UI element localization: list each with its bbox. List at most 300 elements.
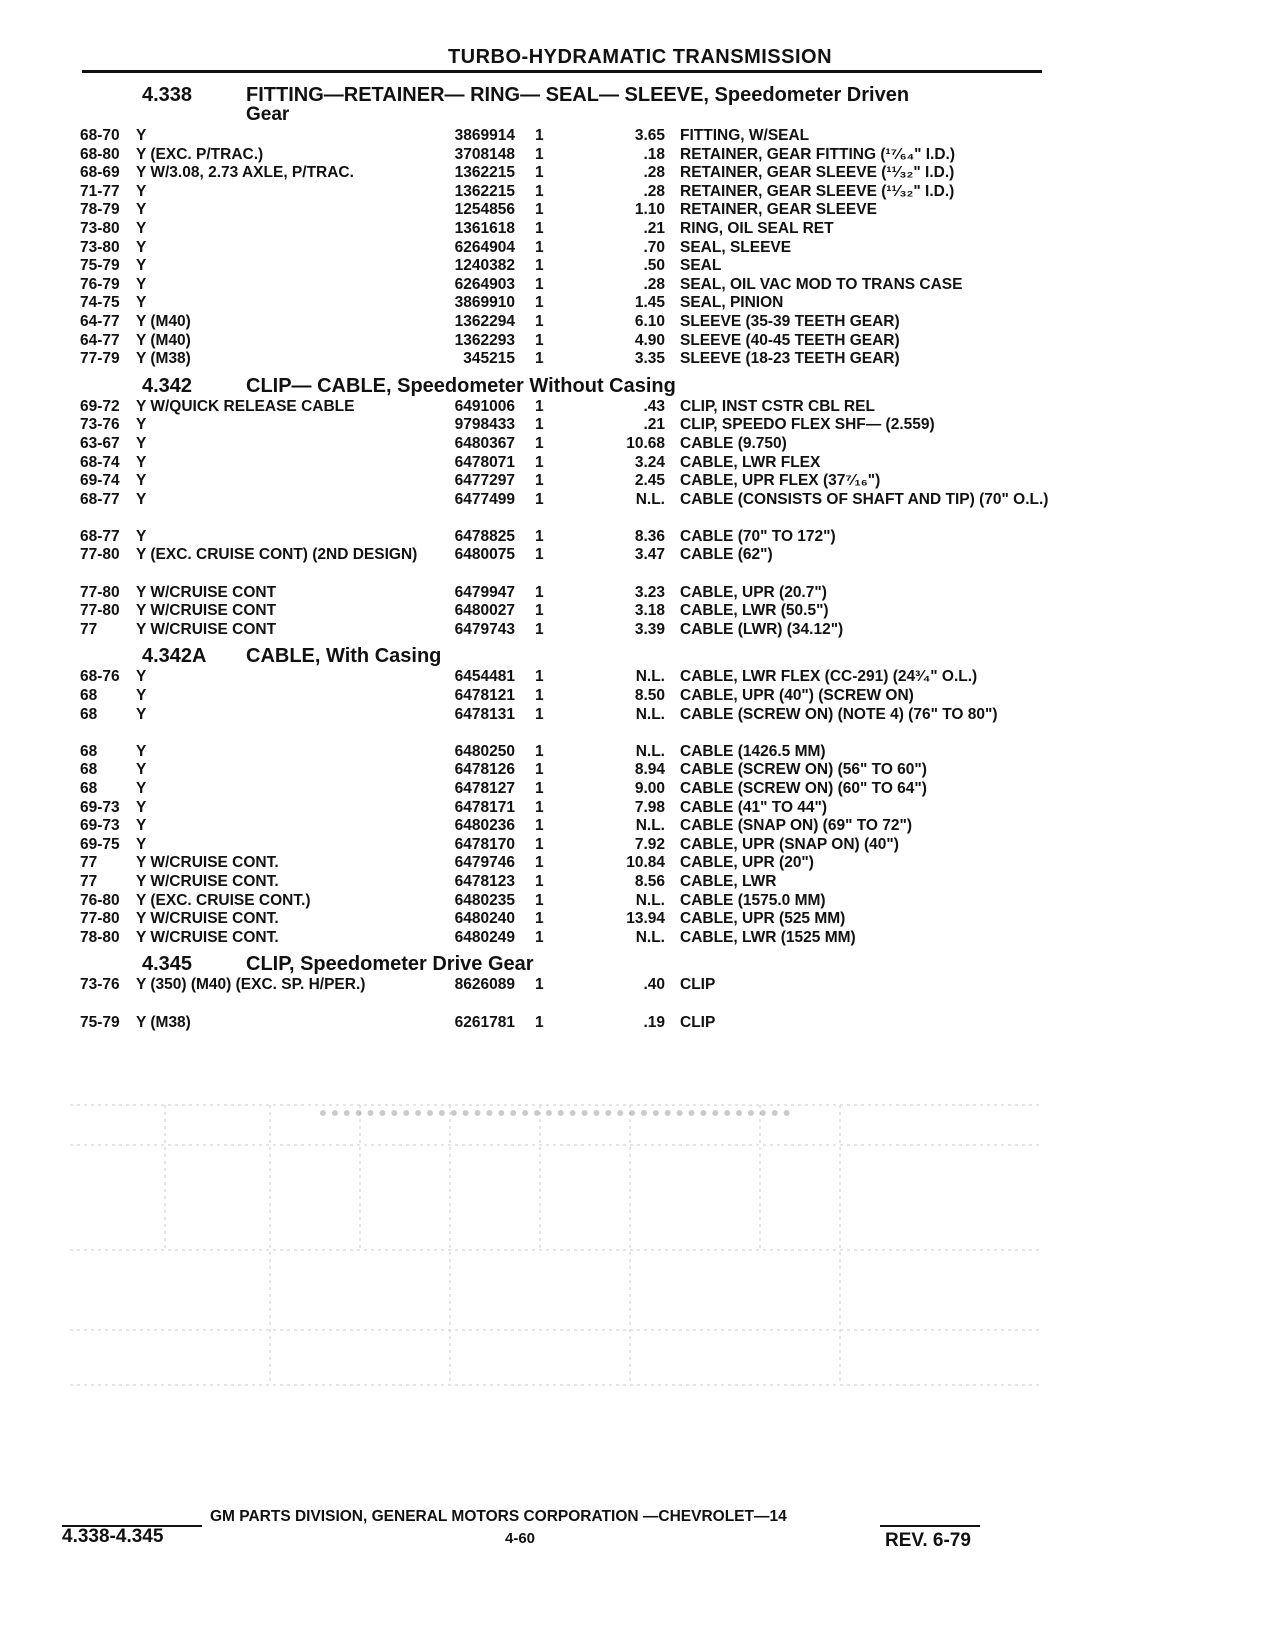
section-heading	[80, 376, 1040, 396]
part-number: 6477297	[454, 472, 515, 490]
part-row	[80, 127, 1040, 146]
part-row	[80, 873, 1040, 892]
application: Y	[136, 219, 147, 237]
title-rule	[82, 70, 1042, 73]
model-years: 68	[80, 780, 98, 797]
application: Y	[136, 275, 147, 293]
footer-rule-right	[880, 1525, 980, 1527]
application: Y	[136, 257, 147, 275]
price: 13.94	[626, 910, 665, 928]
description: CABLE, LWR (1525 MM)	[680, 928, 856, 946]
part-row	[80, 761, 1040, 780]
price: .28	[643, 182, 665, 200]
part-number: 345215	[463, 350, 515, 368]
part-number: 6478121	[454, 687, 515, 705]
part-row	[80, 332, 1040, 351]
quantity: 1	[535, 872, 544, 890]
part-row	[80, 201, 1040, 220]
price: .40	[643, 976, 665, 994]
application: Y	[136, 668, 147, 686]
price: N.L.	[635, 891, 665, 909]
description: CABLE, UPR (525 MM)	[680, 910, 846, 928]
quantity: 1	[535, 668, 544, 686]
part-number: 9798433	[454, 416, 515, 434]
quantity: 1	[535, 546, 544, 564]
page-title: TURBO-HYDRAMATIC TRANSMISSION	[447, 46, 833, 68]
application: Y	[136, 472, 147, 490]
description: CABLE (41" TO 44")	[680, 798, 828, 816]
description: CABLE, UPR (SNAP ON) (40")	[680, 835, 899, 853]
part-number: 8626089	[454, 976, 515, 994]
price: .50	[643, 257, 665, 275]
model-years: 76-80	[80, 891, 120, 909]
section-number: 4.338	[142, 84, 193, 106]
part-number: 6264903	[454, 275, 515, 293]
quantity: 1	[535, 257, 544, 275]
quantity: 1	[535, 397, 544, 415]
quantity: 1	[535, 182, 544, 200]
application: Y (M38)	[136, 350, 191, 368]
model-years: 73-76	[80, 976, 120, 994]
part-number: 6477499	[454, 490, 515, 508]
application: Y (M40)	[136, 331, 191, 349]
part-number: 6261781	[454, 1013, 515, 1031]
description: SLEEVE (35-39 TEETH GEAR)	[680, 312, 900, 330]
part-number: 6264904	[454, 238, 515, 256]
quantity: 1	[535, 201, 544, 219]
quantity: 1	[535, 331, 544, 349]
model-years: 69-73	[80, 798, 120, 816]
price: .43	[643, 397, 665, 415]
description: SEAL, PINION	[680, 294, 784, 312]
description: SEAL, SLEEVE	[680, 238, 792, 256]
part-row	[80, 276, 1040, 295]
quantity: 1	[535, 490, 544, 508]
application: Y (M38)	[136, 1013, 191, 1031]
quantity: 1	[535, 164, 544, 182]
description: CABLE, LWR	[680, 872, 777, 890]
application: Y (M40)	[136, 312, 191, 330]
footer-revision: REV. 6-79	[885, 1530, 971, 1551]
application: Y	[136, 742, 147, 760]
description: CABLE (62")	[680, 546, 773, 564]
part-number: 3869914	[454, 127, 515, 144]
part-number: 6478071	[454, 453, 515, 471]
quantity: 1	[535, 416, 544, 434]
model-years: 68-69	[80, 164, 120, 182]
model-years: 77-80	[80, 910, 120, 928]
description: CABLE (SCREW ON) (60" TO 64")	[680, 780, 927, 797]
price: .21	[643, 416, 665, 434]
description: SEAL	[680, 257, 722, 275]
description: CABLE (9.750)	[680, 434, 787, 452]
description: CABLE (LWR) (34.12")	[680, 620, 844, 638]
quantity: 1	[535, 798, 544, 816]
price: 3.65	[634, 127, 665, 144]
part-number: 6479746	[454, 854, 515, 872]
quantity: 1	[535, 976, 544, 994]
model-years: 68-76	[80, 668, 120, 686]
quantity: 1	[535, 780, 544, 797]
price: 7.98	[634, 798, 665, 816]
model-years: 77-80	[80, 546, 120, 564]
part-row	[80, 398, 1040, 417]
part-number: 6479743	[454, 620, 515, 638]
application: Y	[136, 294, 147, 312]
application: Y W/CRUISE CONT	[136, 583, 277, 601]
application: Y	[136, 817, 147, 835]
part-number: 6478171	[454, 798, 515, 816]
part-row	[80, 313, 1040, 332]
section-title: CLIP— CABLE, Speedometer Without Casing	[246, 374, 676, 397]
description: RETAINER, GEAR SLEEVE (¹¹⁄₃₂" I.D.)	[680, 182, 955, 200]
part-number: 3708148	[454, 145, 515, 163]
section-title: FITTING—RETAINER— RING— SEAL— SLEEVE, Speedometer Driven	[246, 84, 910, 106]
description: CABLE (CONSISTS OF SHAFT AND TIP) (70" O.L.)	[680, 490, 1049, 508]
part-number: 1362294	[454, 312, 515, 330]
application: Y W/3.08, 2.73 AXLE, P/TRAC.	[136, 164, 354, 182]
application: Y	[136, 527, 147, 545]
quantity: 1	[535, 705, 544, 723]
quantity: 1	[535, 835, 544, 853]
description: CABLE (SCREW ON) (NOTE 4) (76" TO 80")	[680, 705, 998, 723]
part-number: 3869910	[454, 294, 515, 312]
price: 10.84	[626, 854, 665, 872]
quantity: 1	[535, 817, 544, 835]
quantity: 1	[535, 527, 544, 545]
description: CABLE (SNAP ON) (69" TO 72")	[680, 817, 913, 835]
part-row	[80, 854, 1040, 873]
part-number: 1361618	[454, 219, 515, 237]
application: Y W/QUICK RELEASE CABLE	[136, 397, 355, 415]
part-row	[80, 910, 1040, 929]
price: 3.23	[634, 583, 665, 601]
part-row	[80, 621, 1040, 640]
description: CABLE, LWR (50.5")	[680, 602, 829, 620]
quantity: 1	[535, 761, 544, 779]
model-years: 77-80	[80, 602, 120, 620]
price: 3.39	[634, 620, 665, 638]
description: CLIP	[680, 1013, 716, 1031]
part-row	[80, 836, 1040, 855]
price: 9.00	[634, 780, 665, 797]
description: RETAINER, GEAR SLEEVE	[680, 201, 877, 219]
price: .70	[643, 238, 665, 256]
price: .19	[643, 1013, 665, 1031]
part-row	[80, 239, 1040, 258]
application: Y W/CRUISE CONT	[136, 620, 277, 638]
description: SLEEVE (40-45 TEETH GEAR)	[680, 331, 900, 349]
part-number: 1254856	[454, 201, 515, 219]
model-years: 68	[80, 761, 98, 779]
description: CABLE (SCREW ON) (56" TO 60")	[680, 761, 927, 779]
part-number: 1362215	[454, 182, 515, 200]
part-number: 6491006	[454, 397, 515, 415]
footer-org: GM PARTS DIVISION, GENERAL MOTORS CORPORATION —CHEVROLET—14	[210, 1508, 787, 1525]
part-row	[80, 183, 1040, 202]
quantity: 1	[535, 453, 544, 471]
model-years: 71-77	[80, 182, 120, 200]
application: Y	[136, 835, 147, 853]
description: CABLE, UPR (20.7")	[680, 583, 827, 601]
price: N.L.	[635, 817, 665, 835]
quantity: 1	[535, 602, 544, 620]
description: CABLE (70" TO 172")	[680, 527, 836, 545]
footer-section-range: 4.338-4.345	[62, 1526, 164, 1547]
price: .21	[643, 219, 665, 237]
application: Y	[136, 687, 147, 705]
quantity: 1	[535, 238, 544, 256]
quantity: 1	[535, 910, 544, 928]
application: Y	[136, 182, 147, 200]
application: Y (350) (M40) (EXC. SP. H/PER.)	[136, 976, 366, 994]
price: 8.94	[634, 761, 665, 779]
price: N.L.	[635, 668, 665, 686]
quantity: 1	[535, 854, 544, 872]
price: 1.45	[634, 294, 665, 312]
part-row	[80, 546, 1040, 583]
part-row	[80, 472, 1040, 491]
application: Y	[136, 798, 147, 816]
quantity: 1	[535, 312, 544, 330]
part-row	[80, 454, 1040, 473]
part-row	[80, 743, 1040, 762]
application: Y W/CRUISE CONT.	[136, 928, 279, 946]
description: CLIP	[680, 976, 716, 994]
model-years: 77	[80, 620, 98, 638]
model-years: 68	[80, 742, 98, 760]
part-row	[80, 490, 1049, 528]
quantity: 1	[535, 219, 544, 237]
price: N.L.	[635, 705, 665, 723]
price: N.L.	[635, 928, 665, 946]
model-years: 73-80	[80, 219, 120, 237]
price: 6.10	[634, 312, 665, 330]
quantity: 1	[535, 350, 544, 368]
part-number: 6480250	[454, 742, 515, 760]
model-years: 78-79	[80, 201, 120, 219]
part-row	[80, 780, 1040, 799]
application: Y (EXC. CRUISE CONT) (2ND DESIGN)	[136, 546, 418, 564]
part-number: 6479947	[454, 583, 515, 601]
model-years: 68	[80, 705, 98, 723]
application: Y (EXC. P/TRAC.)	[136, 145, 264, 163]
model-years: 68	[80, 687, 98, 705]
part-row	[80, 435, 1040, 454]
part-number: 6478170	[454, 835, 515, 853]
model-years: 69-73	[80, 817, 120, 835]
price: 3.47	[634, 546, 665, 564]
quantity: 1	[535, 127, 544, 144]
part-number: 6478126	[454, 761, 515, 779]
part-row	[80, 584, 1040, 603]
description: CABLE (1575.0 MM)	[680, 891, 826, 909]
model-years: 68-80	[80, 145, 120, 163]
price: 4.90	[634, 331, 665, 349]
part-number: 6480075	[454, 546, 515, 564]
application: Y W/CRUISE CONT.	[136, 854, 279, 872]
part-row	[80, 146, 1040, 165]
application: Y W/CRUISE CONT.	[136, 910, 279, 928]
part-number: 6478131	[454, 705, 515, 723]
model-years: 63-67	[80, 434, 120, 452]
model-years: 77-80	[80, 583, 120, 601]
description: RETAINER, GEAR FITTING (¹⁷⁄₆₄" I.D.)	[680, 145, 956, 163]
price: 8.36	[634, 527, 665, 545]
description: CABLE, UPR (20")	[680, 854, 814, 872]
part-row	[80, 416, 1040, 435]
model-years: 73-76	[80, 416, 120, 434]
part-row	[80, 929, 1040, 948]
price: N.L.	[635, 490, 665, 508]
model-years: 68-70	[80, 127, 120, 144]
application: Y	[136, 490, 147, 508]
quantity: 1	[535, 434, 544, 452]
part-number: 6478825	[454, 527, 515, 545]
price: 2.45	[634, 472, 665, 490]
quantity: 1	[535, 742, 544, 760]
quantity: 1	[535, 294, 544, 312]
model-years: 73-80	[80, 238, 120, 256]
part-number: 1240382	[454, 257, 515, 275]
part-number: 6478127	[454, 780, 515, 797]
part-row	[80, 976, 1040, 1013]
section-heading	[80, 646, 1040, 666]
description: CLIP, SPEEDO FLEX SHF— (2.559)	[680, 416, 935, 434]
application: Y W/CRUISE CONT	[136, 602, 277, 620]
part-row	[80, 817, 1040, 836]
model-years: 64-77	[80, 331, 120, 349]
part-number: 1362215	[454, 164, 515, 182]
price: 1.10	[634, 201, 665, 219]
faint-bleed-through-table	[70, 1100, 1040, 1390]
quantity: 1	[535, 928, 544, 946]
model-years: 64-77	[80, 312, 120, 330]
part-row	[80, 892, 1040, 911]
application: Y	[136, 434, 147, 452]
section-title: CLIP, Speedometer Drive Gear	[246, 953, 534, 976]
part-row	[80, 799, 1040, 818]
part-row	[80, 687, 1040, 706]
section-number: 4.342	[142, 374, 193, 397]
part-number: 6480240	[454, 910, 515, 928]
price: .18	[643, 145, 665, 163]
quantity: 1	[535, 275, 544, 293]
description: CABLE, LWR FLEX (CC-291) (24³⁄₄" O.L.)	[680, 668, 978, 686]
description: CABLE, UPR (40") (SCREW ON)	[680, 687, 914, 705]
part-row	[80, 602, 1040, 621]
model-years: 69-72	[80, 397, 120, 415]
application: Y	[136, 761, 147, 779]
description: SEAL, OIL VAC MOD TO TRANS CASE	[680, 275, 963, 293]
model-years: 77	[80, 872, 98, 890]
application: Y W/CRUISE CONT.	[136, 872, 279, 890]
part-row	[80, 350, 1040, 369]
part-number: 6454481	[454, 668, 515, 686]
quantity: 1	[535, 472, 544, 490]
model-years: 68-74	[80, 453, 120, 471]
section-number: 4.342A	[142, 645, 207, 668]
description: FITTING, W/SEAL	[680, 127, 810, 144]
section-title: CABLE, With Casing	[246, 645, 442, 668]
footer-page-number: 4-60	[505, 1530, 536, 1547]
part-number: 6480367	[454, 434, 515, 452]
model-years: 75-79	[80, 257, 120, 275]
price: 3.24	[634, 453, 665, 471]
quantity: 1	[535, 1013, 544, 1031]
quantity: 1	[535, 145, 544, 163]
description: CABLE (1426.5 MM)	[680, 742, 826, 760]
part-number: 6480235	[454, 891, 515, 909]
part-row	[80, 668, 1040, 687]
quantity: 1	[535, 687, 544, 705]
application: Y	[136, 416, 147, 434]
quantity: 1	[535, 583, 544, 601]
price: 7.92	[634, 835, 665, 853]
model-years: 76-79	[80, 275, 120, 293]
model-years: 78-80	[80, 928, 120, 946]
part-row	[80, 1014, 1040, 1033]
part-number: 6480027	[454, 602, 515, 620]
model-years: 68-77	[80, 527, 120, 545]
price: .28	[643, 275, 665, 293]
price: 3.18	[634, 602, 665, 620]
application: Y	[136, 453, 147, 471]
part-number: 6480236	[454, 817, 515, 835]
price: .28	[643, 164, 665, 182]
description: RETAINER, GEAR SLEEVE (¹¹⁄₃₂" I.D.)	[680, 164, 955, 182]
price: 8.50	[634, 687, 665, 705]
price: 3.35	[634, 350, 665, 368]
part-number: 6480249	[454, 928, 515, 946]
description: CABLE, LWR FLEX	[680, 453, 821, 471]
description: RING, OIL SEAL RET	[680, 219, 834, 237]
part-row	[80, 220, 1040, 239]
application: Y	[136, 705, 147, 723]
application: Y	[136, 780, 147, 797]
model-years: 69-75	[80, 835, 120, 853]
part-row	[80, 706, 1040, 743]
part-row	[80, 294, 1040, 313]
section-title-continued: Gear	[246, 104, 290, 125]
model-years: 68-77	[80, 490, 120, 508]
part-number: 6478123	[454, 872, 515, 890]
part-number: 1362293	[454, 331, 515, 349]
application: Y (EXC. CRUISE CONT.)	[136, 891, 311, 909]
part-row	[80, 528, 1040, 547]
model-years: 74-75	[80, 294, 120, 312]
description: CABLE, UPR FLEX (37⁷⁄₁₆")	[680, 472, 881, 490]
quantity: 1	[535, 620, 544, 638]
model-years: 75-79	[80, 1013, 120, 1031]
application: Y	[136, 127, 147, 144]
model-years: 69-74	[80, 472, 120, 490]
price: N.L.	[635, 742, 665, 760]
price: 8.56	[634, 872, 665, 890]
section-heading	[80, 954, 1040, 974]
description: SLEEVE (18-23 TEETH GEAR)	[680, 350, 900, 368]
description: CLIP, INST CSTR CBL REL	[680, 397, 875, 415]
parts-catalog-sections	[80, 78, 1049, 1032]
model-years: 77-79	[80, 350, 120, 368]
part-row	[80, 164, 1040, 183]
application: Y	[136, 238, 147, 256]
section-heading	[80, 85, 1040, 125]
quantity: 1	[535, 891, 544, 909]
price: 10.68	[626, 434, 665, 452]
part-row	[80, 257, 1040, 276]
model-years: 77	[80, 854, 98, 872]
